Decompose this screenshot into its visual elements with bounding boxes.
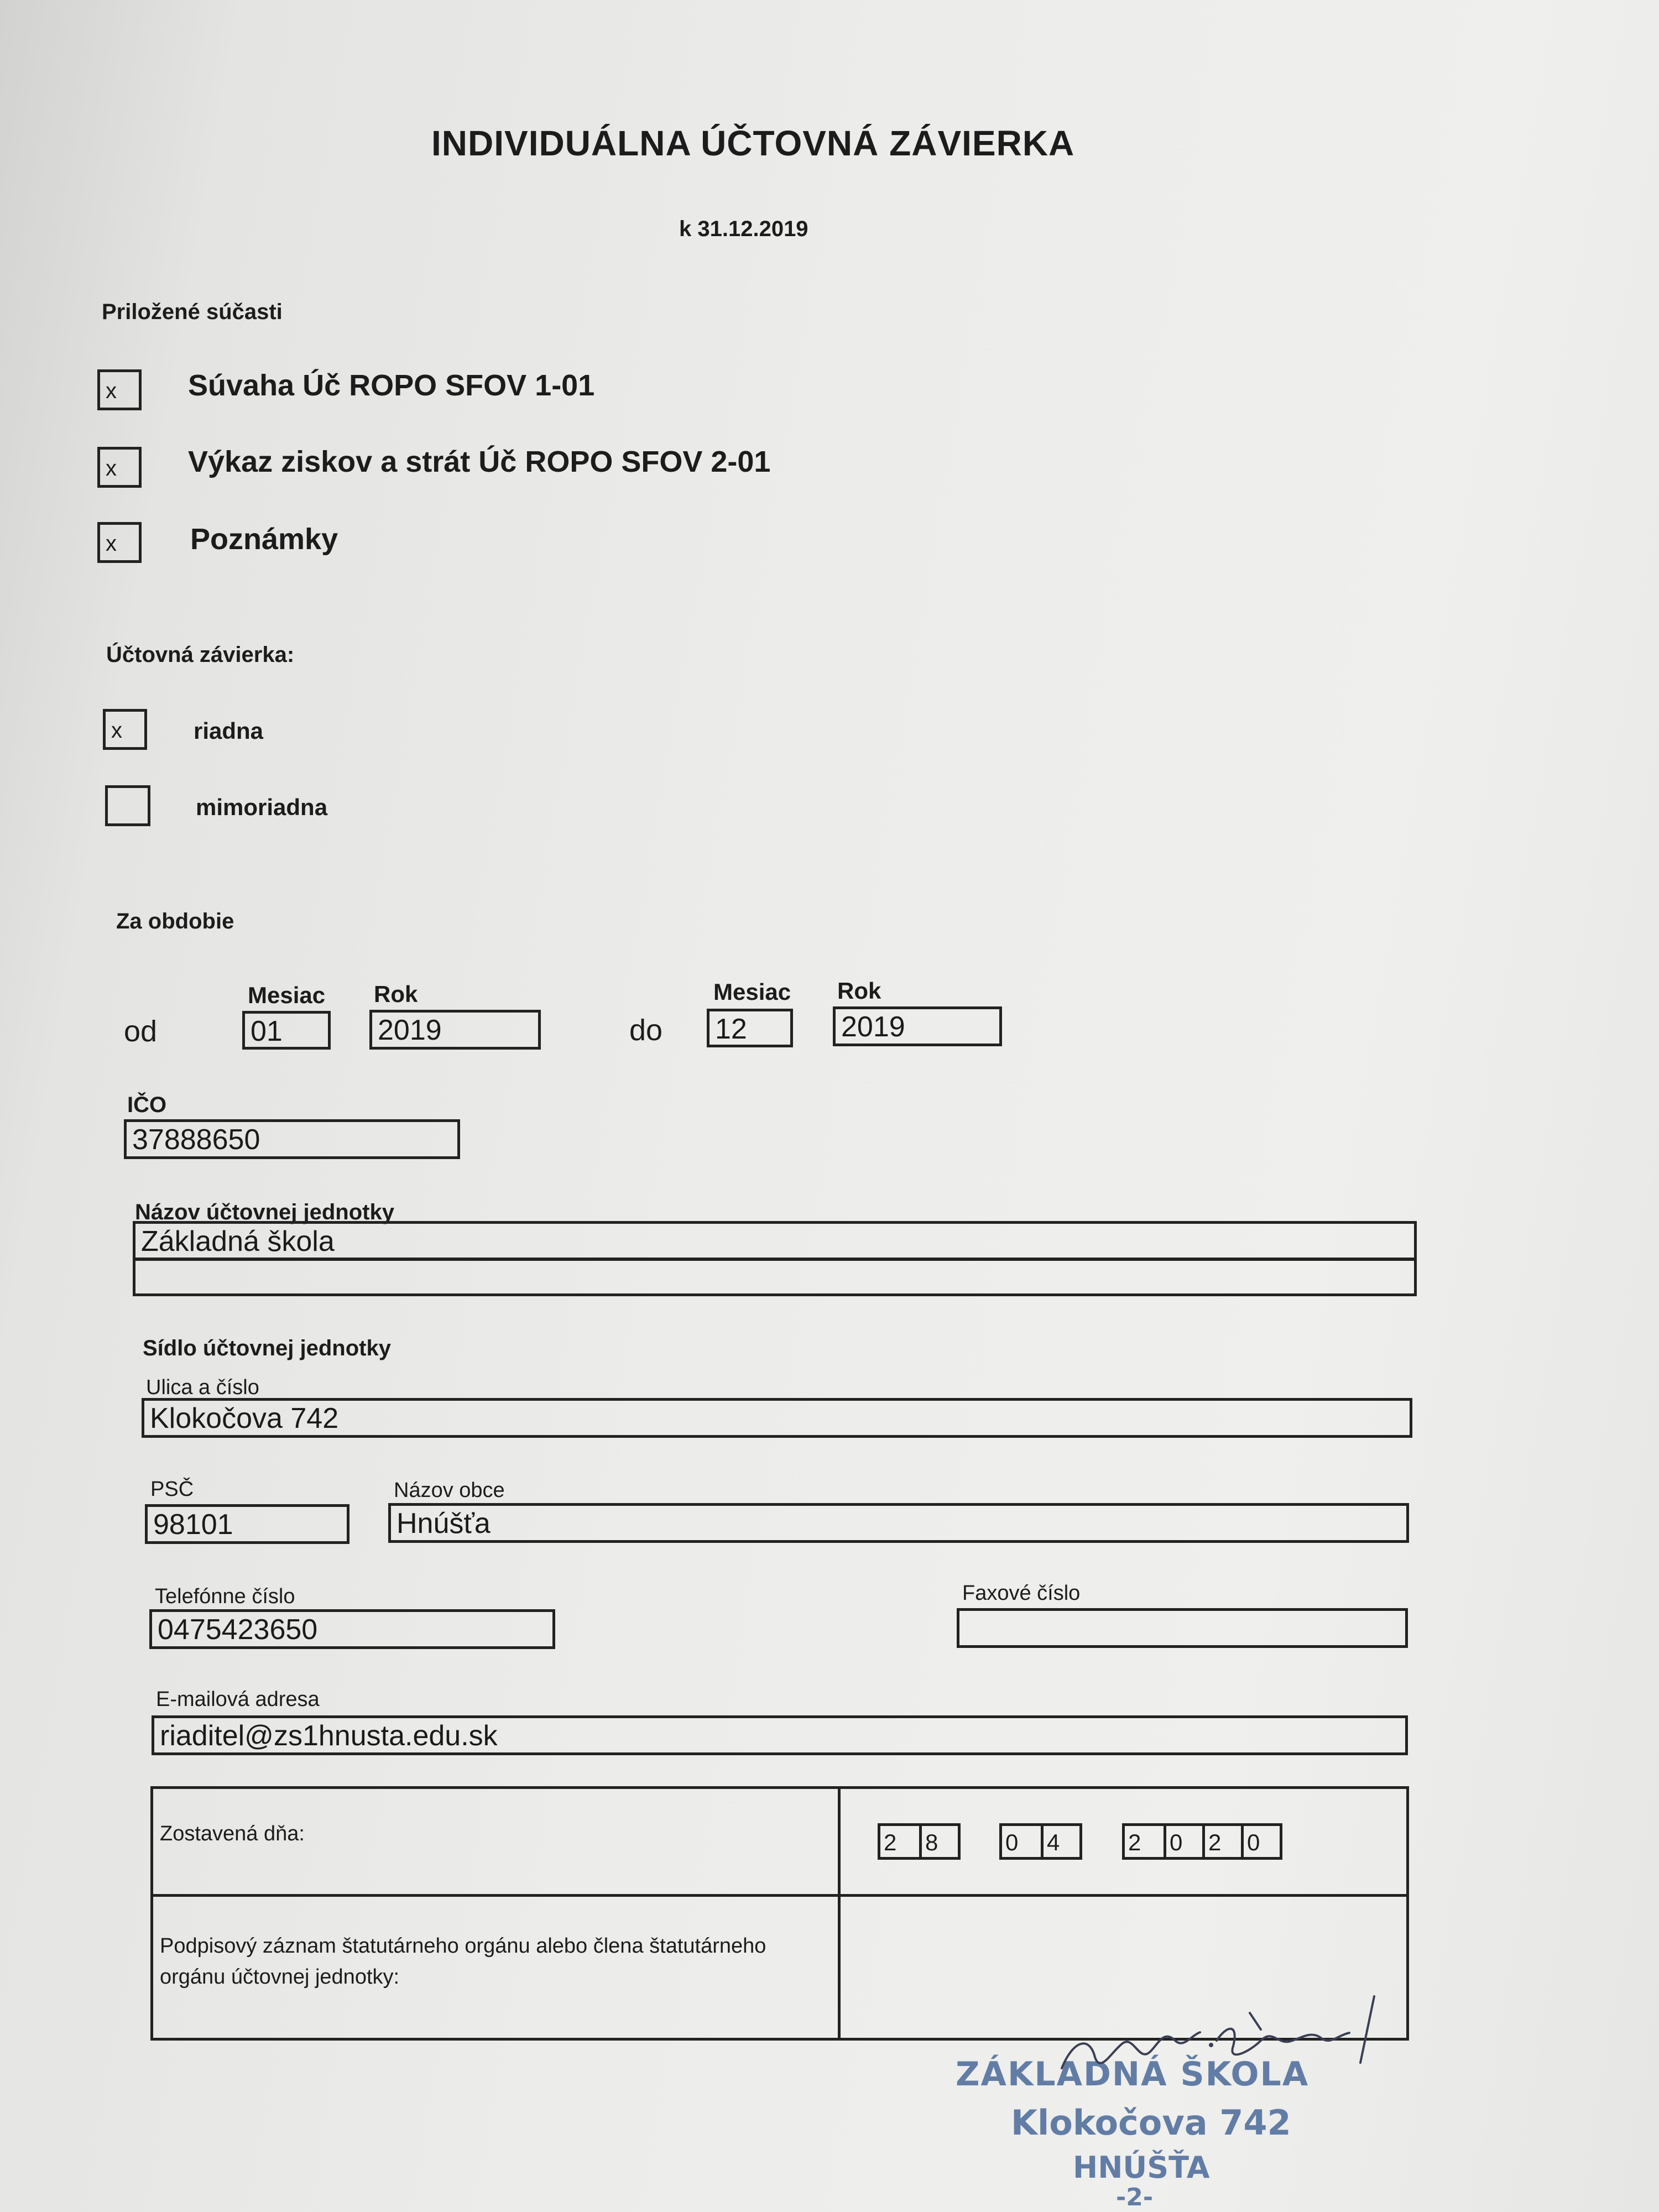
- compiled-day-digit: 8: [919, 1826, 958, 1857]
- compiled-day-digit: 2: [884, 1829, 897, 1855]
- psc-field[interactable]: 98101: [145, 1504, 349, 1544]
- closure-regular-checkbox[interactable]: x: [103, 709, 147, 750]
- email-field[interactable]: riaditel@zs1hnusta.edu.sk: [152, 1715, 1408, 1755]
- city-label: Názov obce: [394, 1479, 505, 1502]
- table-vertical-divider: [838, 1789, 841, 2038]
- to-month-field[interactable]: 12: [707, 1009, 793, 1047]
- document-title: INDIVIDUÁLNA ÚČTOVNÁ ZÁVIERKA: [431, 123, 1075, 163]
- from-month-field[interactable]: 01: [242, 1011, 331, 1050]
- from-year-field[interactable]: 2019: [369, 1010, 541, 1050]
- compiled-year-digit: 2: [1202, 1826, 1241, 1857]
- stamp-line-3: HNÚŠŤA: [1073, 2150, 1210, 2185]
- attachment-balance-checkbox[interactable]: x: [97, 369, 142, 410]
- fax-field[interactable]: [957, 1608, 1408, 1648]
- from-month-label: Mesiac: [248, 982, 326, 1008]
- compiled-month-field[interactable]: [999, 1823, 1082, 1860]
- compiled-year-digit: 0: [1241, 1826, 1280, 1857]
- to-month-label: Mesiac: [713, 979, 791, 1005]
- closure-extraordinary-checkbox[interactable]: [105, 785, 150, 826]
- compiled-year-field[interactable]: [1122, 1823, 1282, 1860]
- compiled-month-digit: 0: [1005, 1829, 1019, 1855]
- street-field[interactable]: Klokočova 742: [142, 1398, 1412, 1438]
- psc-label: PSČ: [150, 1478, 194, 1501]
- from-year-label: Rok: [374, 981, 418, 1007]
- signature-label: Podpisový záznam štatutárneho orgánu alebo člena štatutárneho orgánu účtovnej jednotky:: [160, 1934, 766, 1989]
- phone-label: Telefónne číslo: [155, 1585, 295, 1608]
- compiled-month-digit: 4: [1041, 1826, 1079, 1857]
- ico-label: IČO: [127, 1093, 167, 1117]
- closure-type-heading: Účtovná závierka:: [106, 643, 295, 667]
- document-date: k 31.12.2019: [679, 217, 808, 241]
- period-heading: Za obdobie: [116, 909, 234, 933]
- compiled-year-digit: 0: [1164, 1826, 1202, 1857]
- attachment-profit-loss-label: Výkaz ziskov a strát Úč ROPO SFOV 2-01: [188, 445, 771, 478]
- attachment-balance-label: Súvaha Úč ROPO SFOV 1-01: [188, 369, 595, 402]
- to-year-field[interactable]: 2019: [833, 1006, 1002, 1046]
- closure-extraordinary-label: mimoriadna: [196, 794, 328, 820]
- entity-name-field-line2[interactable]: [133, 1258, 1417, 1296]
- street-label: Ulica a číslo: [146, 1376, 259, 1399]
- to-year-label: Rok: [837, 978, 881, 1004]
- entity-name-field-line1[interactable]: Základná škola: [133, 1221, 1417, 1261]
- from-label: od: [124, 1015, 158, 1048]
- handwritten-signature: [1051, 1991, 1394, 2090]
- stamp-line-1: ZÁKLADNÁ ŠKOLA: [956, 2055, 1310, 2094]
- compiled-date-label: Zostavená dňa:: [160, 1822, 305, 1845]
- city-field[interactable]: Hnúšťa: [388, 1503, 1409, 1543]
- attachment-notes-label: Poznámky: [190, 523, 338, 556]
- closure-regular-label: riadna: [194, 718, 264, 744]
- email-label: E-mailová adresa: [156, 1688, 320, 1711]
- entity-name-label: Názov účtovnej jednotky: [135, 1200, 394, 1224]
- attachments-heading: Priložené súčasti: [102, 300, 283, 324]
- table-horizontal-divider: [153, 1894, 1406, 1897]
- attachment-profit-loss-checkbox[interactable]: x: [97, 447, 142, 488]
- phone-field[interactable]: 0475423650: [149, 1609, 555, 1649]
- stamp-line-4: -2-: [1116, 2183, 1154, 2211]
- attachment-notes-checkbox[interactable]: x: [97, 522, 142, 563]
- to-label: do: [629, 1014, 663, 1047]
- address-heading: Sídlo účtovnej jednotky: [143, 1336, 391, 1360]
- compiled-day-field[interactable]: [878, 1823, 961, 1860]
- compiled-year-digit: 2: [1128, 1829, 1141, 1855]
- ico-field[interactable]: 37888650: [124, 1119, 460, 1159]
- stamp-line-2: Klokočova 742: [1011, 2103, 1291, 2143]
- fax-label: Faxové číslo: [962, 1582, 1081, 1605]
